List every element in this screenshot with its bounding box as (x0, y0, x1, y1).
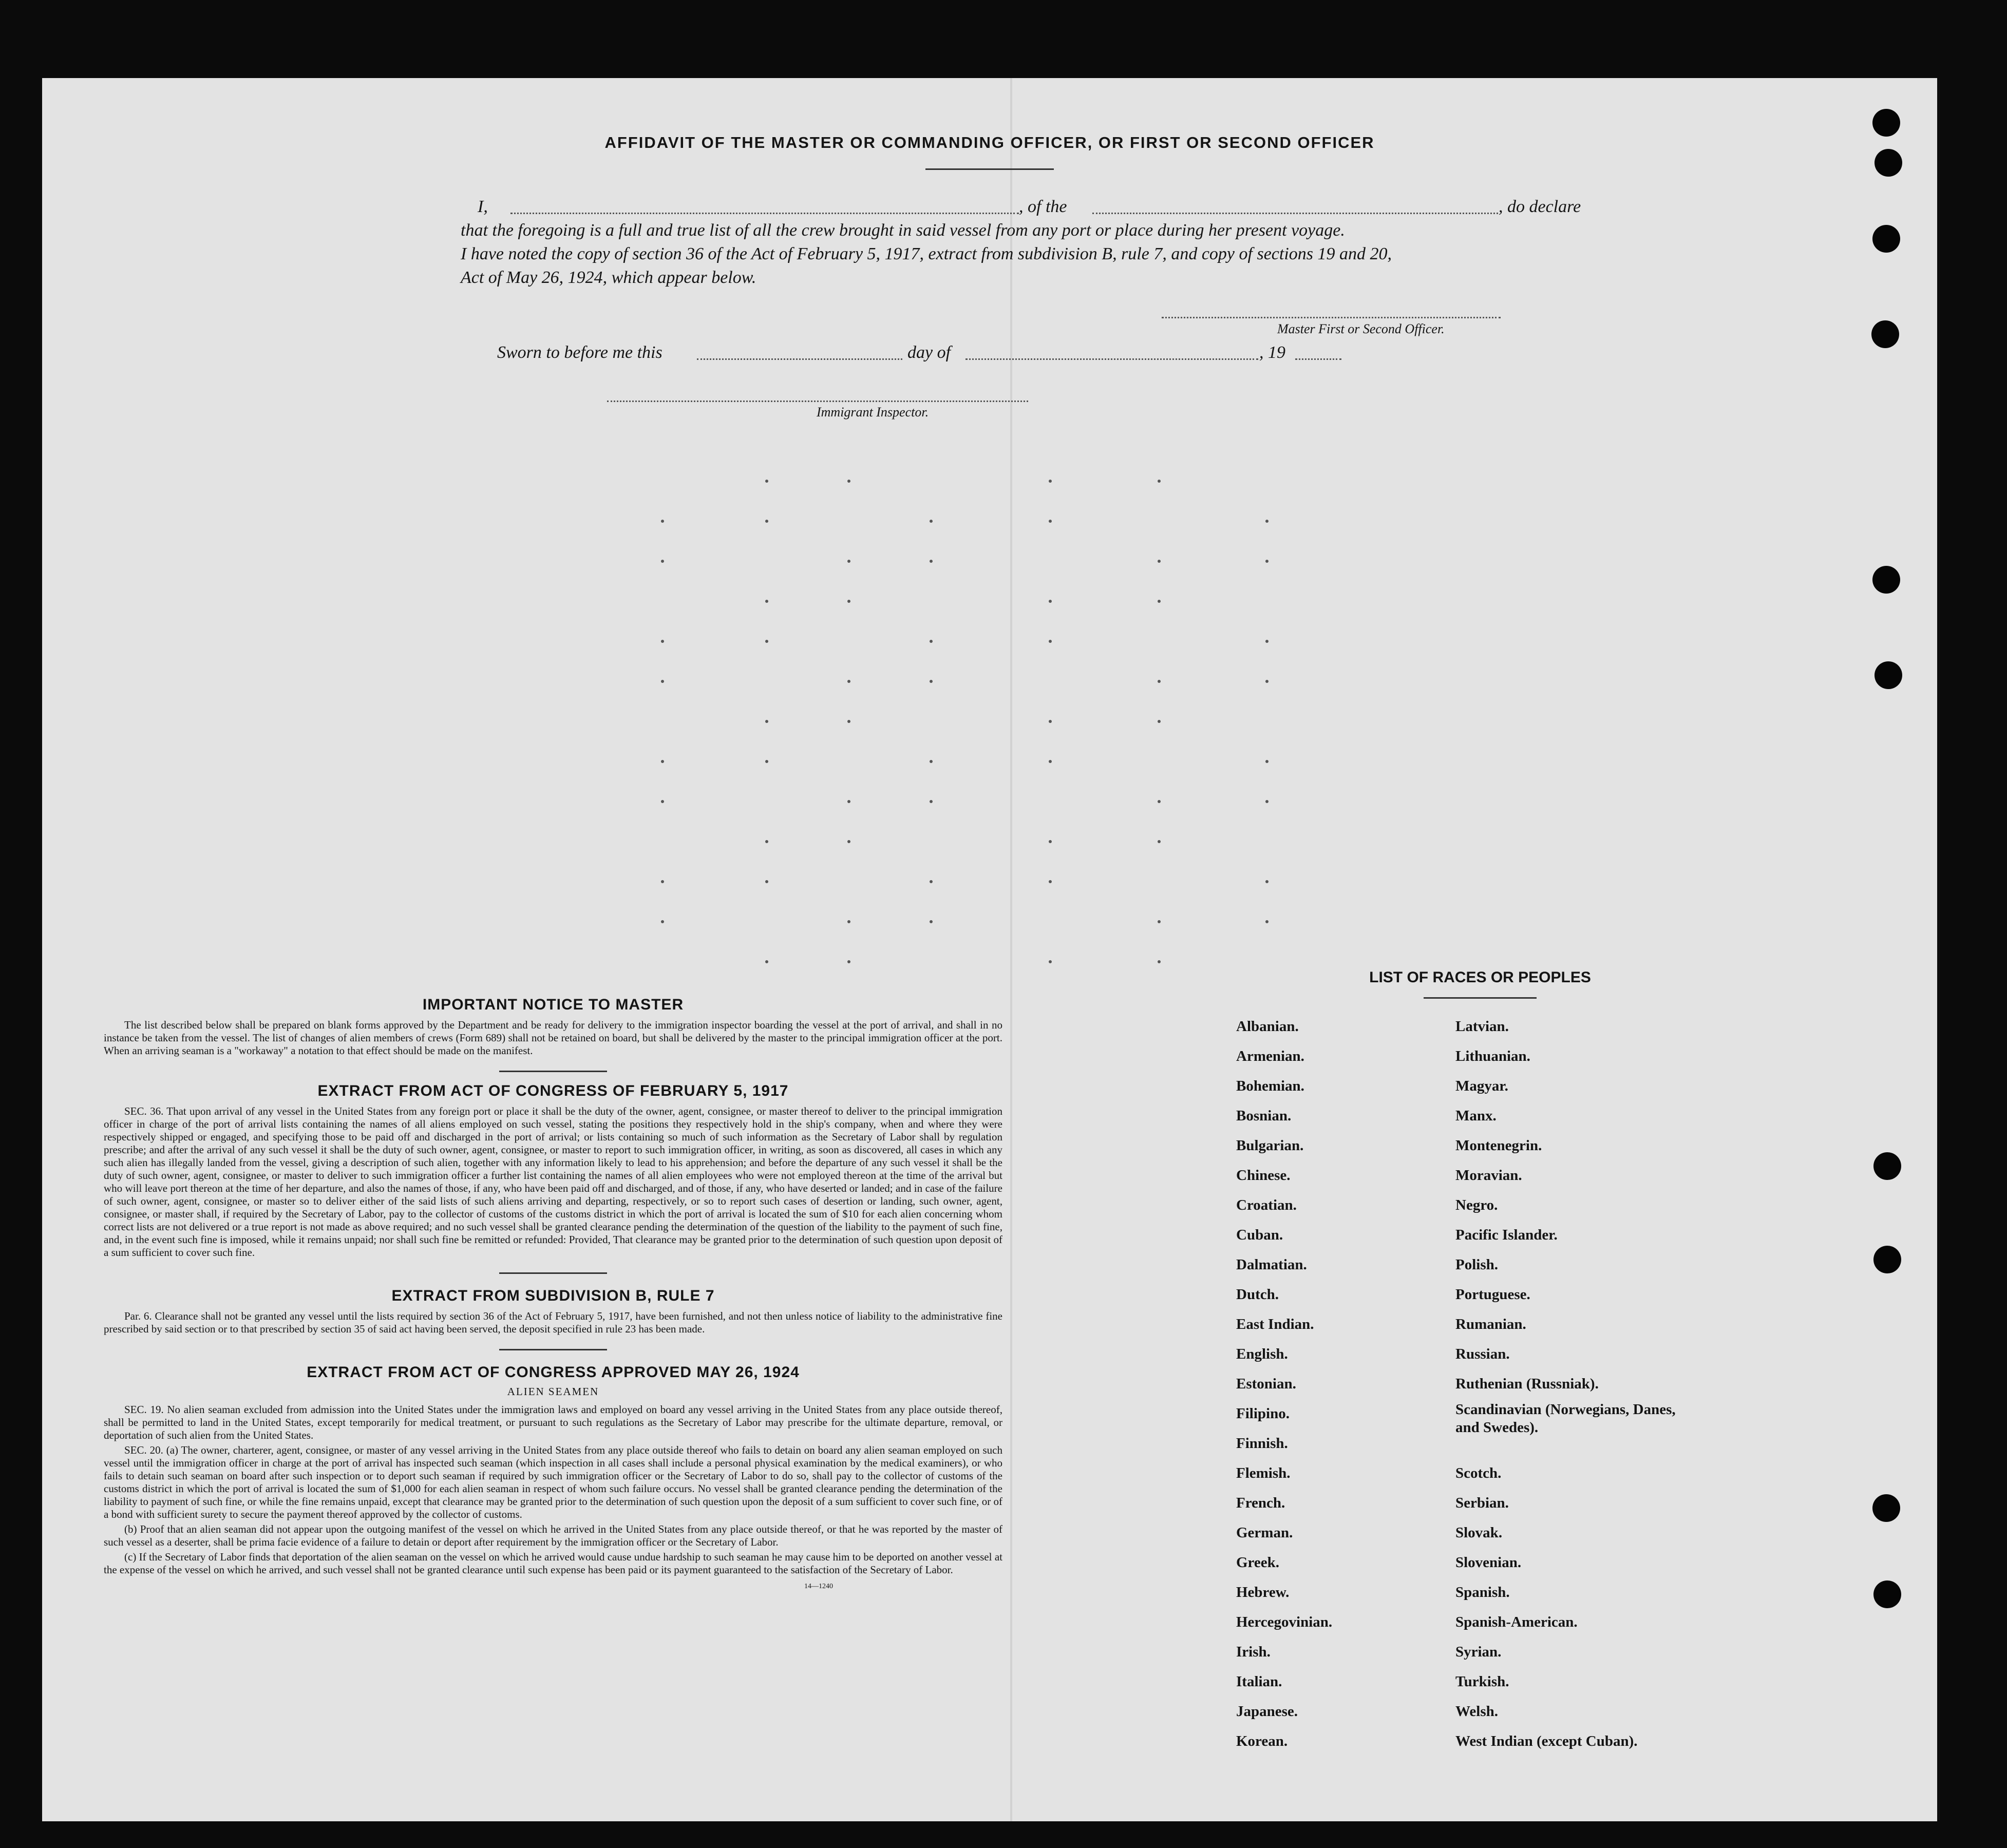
year-blank[interactable] (1295, 358, 1341, 360)
binder-hole (1875, 149, 1902, 177)
bleed-through-dot (765, 880, 768, 883)
binder-hole (1873, 1152, 1901, 1180)
bleed-through-dot (1158, 680, 1161, 683)
sworn-text: Sworn to before me this (497, 343, 662, 362)
race-item: Montenegrin. (1455, 1137, 1542, 1154)
race-item: Magyar. (1455, 1078, 1508, 1094)
binder-hole (1871, 320, 1899, 348)
bleed-through-dot (765, 720, 768, 723)
document-page (42, 78, 1937, 1821)
separator (499, 1071, 607, 1072)
bleed-through-dot (1158, 960, 1161, 963)
name-blank[interactable] (510, 213, 1019, 214)
race-item: English. (1236, 1346, 1288, 1362)
bleed-through-dot (1158, 840, 1161, 843)
title-rule (925, 168, 1054, 170)
race-item: Albanian. (1236, 1018, 1299, 1035)
affidavit-title: AFFIDAVIT OF THE MASTER OR COMMANDING OFFICER, OR FIRST OR SECOND OFFICER (604, 134, 1375, 151)
bleed-through-dot (661, 560, 664, 563)
binder-hole (1872, 109, 1900, 137)
race-item: Spanish-American. (1455, 1614, 1578, 1630)
race-item: Bosnian. (1236, 1108, 1292, 1124)
bleed-through-dot (661, 920, 664, 923)
race-item: Ruthenian (Russniak). (1455, 1376, 1599, 1392)
race-item: Serbian. (1455, 1495, 1509, 1511)
bleed-through-dot (765, 760, 768, 763)
year-prefix: , 19 (1259, 343, 1285, 362)
bleed-through-dot (1265, 920, 1268, 923)
bleed-through-dot (765, 960, 768, 963)
bleed-through-dot (1049, 720, 1052, 723)
race-item: Lithuanian. (1455, 1048, 1530, 1064)
race-item: Spanish. (1455, 1584, 1510, 1601)
form-number: 14—1240 (804, 1583, 833, 1590)
sec-20a-text: SEC. 20. (a) The owner, charterer, agent, consignee, or master of any vessel arriving in the United States from any place outside thereof who fails to detain on board any alien seaman employed on such vessel until the immigration officer in charge at the port of arrival has inspected such seaman (which inspection in all cases shall include a personal physical examination by the medical examiners), or who fails to detain such seaman on board after such inspection or to deport such seaman if required by such immigration officer or the Secretary of Labor to do so, shall pay to the collector of customs of the customs district in which the port of arrival is located the sum of $1,000 for each alien seaman in respect of whom such failure occurs. No vessel shall be granted clearance pending the determination of the liability to payment of such fine, or while the fine remains unpaid, except that clearance may be granted prior to the determination of such question upon the deposit of a sum sufficient to cover such fine, or of a bond with sufficient surety to secure the payment thereof approved by the collector of customs. (104, 1444, 1002, 1520)
page-fold (1010, 78, 1012, 1821)
race-item: Estonian. (1236, 1376, 1296, 1392)
bleed-through-dot (847, 600, 850, 603)
bleed-through-dot (661, 880, 664, 883)
race-item: Scotch. (1455, 1465, 1502, 1481)
bleed-through-dot (1265, 520, 1268, 523)
separator (499, 1349, 607, 1350)
affidavit-line-3: I have noted the copy of section 36 of the Act of February 5, 1917, extract from subdivision B, rule 7, and copy of sections 19 and 20, (461, 244, 1392, 263)
race-item: Filipino. (1236, 1405, 1290, 1422)
bleed-through-dot (930, 920, 933, 923)
bleed-through-dot (930, 680, 933, 683)
race-item: Cuban. (1236, 1227, 1283, 1243)
race-item: Scandinavian (Norwegians, Danes, and Swedes). (1455, 1401, 1676, 1436)
notice-text: The list described below shall be prepared on blank forms approved by the Department and be ready for delivery to the immigration inspector boarding the vessel at the port of arrival, and shall in no instance be taken from the vessel. The list of changes of alien members of crews (Form 689) shall not be retained on board, but shall be delivered by the master to the principal immigration officer at the port. When an arriving seaman is a "workaway" a notation to that effect should be made on the manifest. (104, 1019, 1002, 1057)
sworn-day-blank[interactable] (697, 358, 902, 360)
bleed-through-dot (661, 640, 664, 643)
race-item: Portuguese. (1455, 1286, 1530, 1303)
bleed-through-dot (847, 800, 850, 803)
inspector-signature-blank[interactable] (607, 401, 1028, 402)
race-item: West Indian (except Cuban). (1455, 1733, 1638, 1749)
bleed-through-dot (930, 640, 933, 643)
race-item: East Indian. (1236, 1316, 1314, 1332)
affidavit-of-the: , of the (1019, 197, 1067, 216)
races-title: LIST OF RACES OR PEOPLES (1369, 969, 1591, 986)
bleed-through-dot (930, 800, 933, 803)
bleed-through-dot (1158, 720, 1161, 723)
bleed-through-dot (1265, 560, 1268, 563)
race-item: German. (1236, 1525, 1293, 1541)
bleed-through-dot (1049, 960, 1052, 963)
sec-19-text: SEC. 19. No alien seaman excluded from admission into the United States under the immigration laws and employed on board any vessel arriving in the United States from any place outside thereof, shall be permitted to land in the United States, except temporarily for medical treatment, or pursuant to such regulations as the Secretary of Labor may prescribe for the ultimate departure, removal, or deportation of such alien from the United States. (104, 1403, 1002, 1441)
bleed-through-dot (1049, 600, 1052, 603)
binder-hole (1873, 1246, 1901, 1273)
binder-hole (1875, 661, 1902, 689)
sec-20b-text: (b) Proof that an alien seaman did not appear upon the outgoing manifest of the vessel on which he arrived in the United States from any place outside thereof, or that he was reported by the master of such vessel as a deserter, shall be prima facie evidence of a failure to detain or deport after requirement by the immigration officer or the Secretary of Labor. (104, 1523, 1002, 1548)
bleed-through-dot (930, 880, 933, 883)
master-signature-caption: Master First or Second Officer. (1277, 321, 1445, 336)
master-signature-blank[interactable] (1162, 317, 1501, 318)
notice-title: IMPORTANT NOTICE TO MASTER (422, 996, 684, 1013)
race-item: Dutch. (1236, 1286, 1279, 1303)
bleed-through-dot (1265, 640, 1268, 643)
bleed-through-dot (847, 720, 850, 723)
bleed-through-dot (1158, 800, 1161, 803)
race-item: Hercegovinian. (1236, 1614, 1333, 1630)
race-item: Polish. (1455, 1256, 1498, 1273)
extract-rule7-text: Par. 6. Clearance shall not be granted any vessel until the lists required by section 36 of the Act of February 5, 1917, have been furnished, and not then unless notice of liability to the administrative fine prescribed by said section or to that prescribed by section 35 of said act having been served, the deposit specified in rule 23 has been made. (104, 1310, 1002, 1335)
race-item: Irish. (1236, 1644, 1271, 1660)
bleed-through-dot (661, 800, 664, 803)
races-left-column (1236, 1012, 1400, 1756)
bleed-through-dot (765, 840, 768, 843)
extract-1917-title: EXTRACT FROM ACT OF CONGRESS OF FEBRUARY 5, 1917 (317, 1082, 789, 1099)
affidavit-line-2: that the foregoing is a full and true list of all the crew brought in said vessel from any port or place during her present voyage. (461, 221, 1345, 240)
races-title-rule (1424, 997, 1537, 999)
race-item: Moravian. (1455, 1167, 1522, 1184)
separator (499, 1272, 607, 1274)
bleed-through-dot (930, 560, 933, 563)
race-item: Flemish. (1236, 1465, 1291, 1481)
race-item: Slovenian. (1455, 1554, 1522, 1571)
race-item: Korean. (1236, 1733, 1288, 1749)
bleed-through-dot (1049, 480, 1052, 483)
bleed-through-dot (847, 480, 850, 483)
bleed-through-dot (1265, 800, 1268, 803)
sec-20c-text: (c) If the Secretary of Labor finds that deportation of the alien seaman on the vessel on which he arrived would cause undue hardship to such seaman he may cause him to be deported on another vessel at the expense of the vessel on which he arrived, and such vessel shall not be granted clearance until such expense has been paid or its payment guaranteed to the satisfaction of the Secretary of Labor. (104, 1551, 1002, 1576)
race-item: Welsh. (1455, 1703, 1498, 1720)
bleed-through-dot (1265, 680, 1268, 683)
race-item: Russian. (1455, 1346, 1510, 1362)
bleed-through-dot (765, 600, 768, 603)
race-item: Croatian. (1236, 1197, 1297, 1213)
bleed-through-dot (1049, 840, 1052, 843)
notice-column (104, 996, 1002, 1591)
bleed-through-dot (661, 680, 664, 683)
bleed-through-dot (1158, 560, 1161, 563)
race-item: Rumanian. (1455, 1316, 1526, 1332)
extract-1917-text: SEC. 36. That upon arrival of any vessel in the United States from any foreign port or place it shall be the duty of the owner, agent, consignee, or master thereof to deliver to the principal immigration officer in charge of the port of arrival lists containing the names of all aliens employed on such vessel, stating the positions they respectively hold in the ship's company, when and where they were respectively shipped or engaged, and specifying those to be paid off and discharged in the port of arrival; or lists containing so much of such information as the Secretary of Labor shall by regulation prescribe; and after the arrival of any such vessel it shall be the duty of such owner, agent, consignee, or master to report to such immigration officer, in writing, as soon as discovered, all cases in which any such alien has illegally landed from the vessel, giving a description of such alien, together with any information likely to lead to his apprehension; and before the departure of any such vessel it shall be the duty of such owner, agent, consignee, or master to deliver to such immigration officer a further list containing the names of all alien employees who were not employed thereon at the time of the arrival but who will leave port thereon at the time of her departure, and also the names of those, if any, who have been paid off and discharged, and of those, if any, who have deserted or landed; and in case of the failure of such owner, agent, consignee, or master so to deliver either of the said lists of such aliens arriving and departing, respectively, or so to report such cases of desertion or landing, such owner, agent, consignee, or master shall, if required by the Secretary of Labor, pay to the collector of customs of the customs district in which the port of arrival is located the sum of $10 for each alien concerning whom correct lists are not delivered or a true report is not made as above required; and no such vessel shall be granted clearance pending the determination of the question of the liability to the payment of such fine, and, in the event such fine is imposed, while it remains unpaid; nor shall such fine be remitted or refunded: Provided, That clearance may be granted prior to the determination of such question upon deposit of a sum sufficient to cover such fine. (104, 1105, 1002, 1259)
bleed-through-dot (765, 480, 768, 483)
bleed-through-dot (1049, 880, 1052, 883)
vessel-blank[interactable] (1092, 213, 1498, 214)
bleed-through-dot (1265, 760, 1268, 763)
race-item: Pacific Islander. (1455, 1227, 1558, 1243)
extract-1924-subtitle: ALIEN SEAMEN (507, 1385, 599, 1398)
bleed-through-dot (1049, 760, 1052, 763)
race-item: Dalmatian. (1236, 1256, 1307, 1273)
affidavit-declare: , do declare (1499, 197, 1581, 216)
bleed-through-dot (847, 840, 850, 843)
race-item: Armenian. (1236, 1048, 1304, 1064)
binder-hole (1873, 1580, 1901, 1608)
extract-rule7-title: EXTRACT FROM SUBDIVISION B, RULE 7 (391, 1287, 715, 1304)
month-blank[interactable] (965, 358, 1258, 360)
bleed-through-dot (847, 920, 850, 923)
race-item: Italian. (1236, 1673, 1282, 1690)
affidavit-line-4: Act of May 26, 1924, which appear below. (461, 268, 756, 287)
race-item: Latvian. (1455, 1018, 1509, 1035)
inspector-signature-caption: Immigrant Inspector. (817, 405, 929, 420)
bleed-through-dot (661, 520, 664, 523)
bleed-through-dot (1158, 920, 1161, 923)
race-item: Bulgarian. (1236, 1137, 1304, 1154)
binder-hole (1872, 1494, 1900, 1522)
bleed-through-dot (847, 560, 850, 563)
bleed-through-dot (1158, 480, 1161, 483)
race-item: Chinese. (1236, 1167, 1291, 1184)
bleed-through-dot (765, 640, 768, 643)
race-item: Japanese. (1236, 1703, 1298, 1720)
race-item: Manx. (1455, 1108, 1497, 1124)
race-item: Syrian. (1455, 1644, 1502, 1660)
affidavit-i: I, (478, 197, 488, 216)
race-item: Negro. (1455, 1197, 1498, 1213)
bleed-through-dot (930, 520, 933, 523)
binder-hole (1872, 566, 1900, 594)
race-item: Bohemian. (1236, 1078, 1304, 1094)
bleed-through-dot (661, 760, 664, 763)
bleed-through-dot (1049, 520, 1052, 523)
bleed-through-dot (1265, 880, 1268, 883)
extract-1924-title: EXTRACT FROM ACT OF CONGRESS APPROVED MAY 26, 1924 (307, 1364, 800, 1381)
races-right-column (1455, 1012, 1692, 1756)
race-item: Finnish. (1236, 1435, 1288, 1452)
bleed-through-dot (1049, 640, 1052, 643)
race-item: Slovak. (1455, 1525, 1503, 1541)
race-item: Hebrew. (1236, 1584, 1290, 1601)
bleed-through-dot (847, 680, 850, 683)
binder-hole (1872, 225, 1900, 253)
bleed-through-dot (847, 960, 850, 963)
race-item: Greek. (1236, 1554, 1280, 1571)
bleed-through-dot (930, 760, 933, 763)
race-item: French. (1236, 1495, 1285, 1511)
race-item: Turkish. (1455, 1673, 1509, 1690)
day-of-text: day of (907, 343, 951, 362)
bleed-through-dot (1158, 600, 1161, 603)
bleed-through-dot (765, 520, 768, 523)
